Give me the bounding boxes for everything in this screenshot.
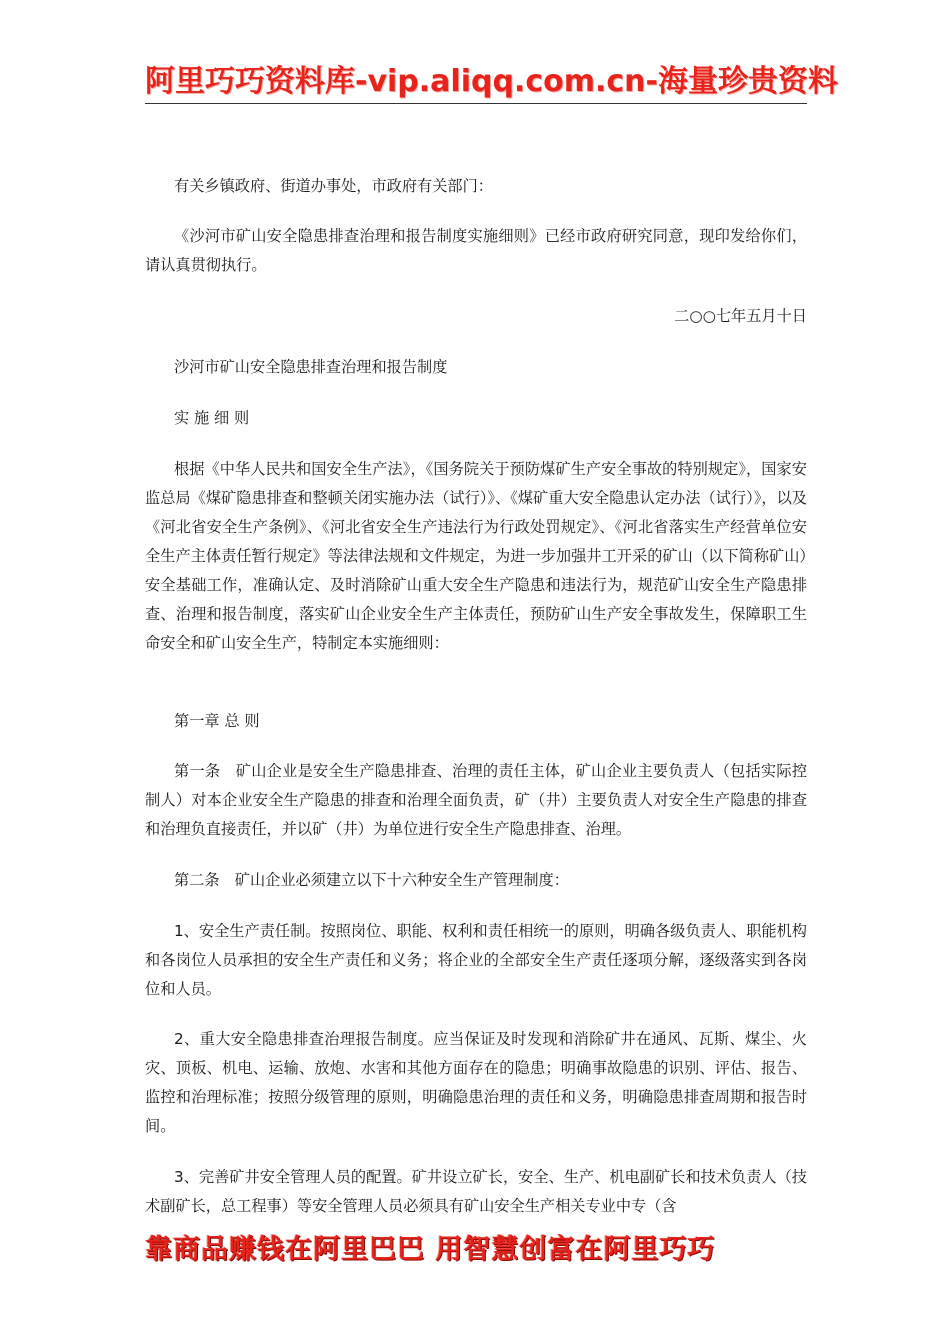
preamble-paragraph: 根据《中华人民共和国安全生产法》，《国务院关于预防煤矿生产安全事故的特别规定》，国家安监总局《煤矿隐患排查和整顿关闭实施办法（试行）》、《煤矿重大安全隐患认定办法（试行）》，以及《河北省安全生产条例》、《河北省安全生产违法行为行政处罚规定》、《河北省落实生产经营单位安全生产主体责任暂行规定》等法律法规和文件规定，为进一步加强井工开采的矿山（以下简称矿山）安全基础工作，准确认定、及时消除矿山重大安全生产隐患和违法行为，规范矿山安全生产隐患排查、治理和报告制度，落实矿山企业安全生产主体责任，预防矿山生产安全事故发生，保障职工生命安全和矿山安全生产，特制定本实施细则： — [145, 460, 807, 652]
chapter-heading: 第一章 总 则 — [174, 712, 260, 730]
document-subtitle: 实 施 细 则 — [174, 409, 250, 427]
list-item: 1、安全生产责任制。按照岗位、职能、权利和责任相统一的原则，明确各级负责人、职能机构和各岗位人员承担的安全生产责任和义务；将企业的全部安全生产责任逐项分解，逐级落实到各岗位和人员。 — [145, 922, 807, 998]
issue-date: 二○○七年五月十日 — [674, 307, 807, 325]
notice-paragraph: 《沙河市矿山安全隐患排查治理和报告制度实施细则》已经市政府研究同意，现印发给你们，请认真贯彻执行。 — [145, 227, 807, 274]
header-divider — [145, 103, 807, 104]
list-item: 2、重大安全隐患排查治理报告制度。应当保证及时发现和消除矿井在通风、瓦斯、煤尘、火灾、顶板、机电、运输、放炮、水害和其他方面存在的隐患；明确事故隐患的识别、评估、报告、监控和治理标准；按照分级管理的原则，明确隐患治理的责任和义务，明确隐患排查周期和报告时间。 — [145, 1030, 807, 1135]
salutation: 有关乡镇政府、街道办事处，市政府有关部门： — [174, 177, 493, 195]
list-item: 3、完善矿井安全管理人员的配置。矿井设立矿长，安全、生产、机电副矿长和技术负责人（技术副矿长，总工程事）等安全管理人员必须具有矿山安全生产相关专业中专（含 — [145, 1168, 807, 1215]
article-1: 第一条 矿山企业是安全生产隐患排查、治理的责任主体，矿山企业主要负责人（包括实际控制人）对本企业安全生产隐患的排查和治理全面负责，矿（井）主要负责人对安全生产隐患的排查和治理负直接责任，并以矿（井）为单位进行安全生产隐患排查、治理。 — [145, 762, 807, 838]
header-banner: 阿里巧巧资料库-vip.aliqq.com.cn-海量珍贵资料 — [145, 64, 838, 99]
article-2: 第二条 矿山企业必须建立以下十六种安全生产管理制度： — [174, 871, 569, 889]
footer-banner: 靠商品赚钱在阿里巴巴 用智慧创富在阿里巧巧 — [145, 1234, 716, 1265]
document-title: 沙河市矿山安全隐患排查治理和报告制度 — [174, 358, 448, 376]
